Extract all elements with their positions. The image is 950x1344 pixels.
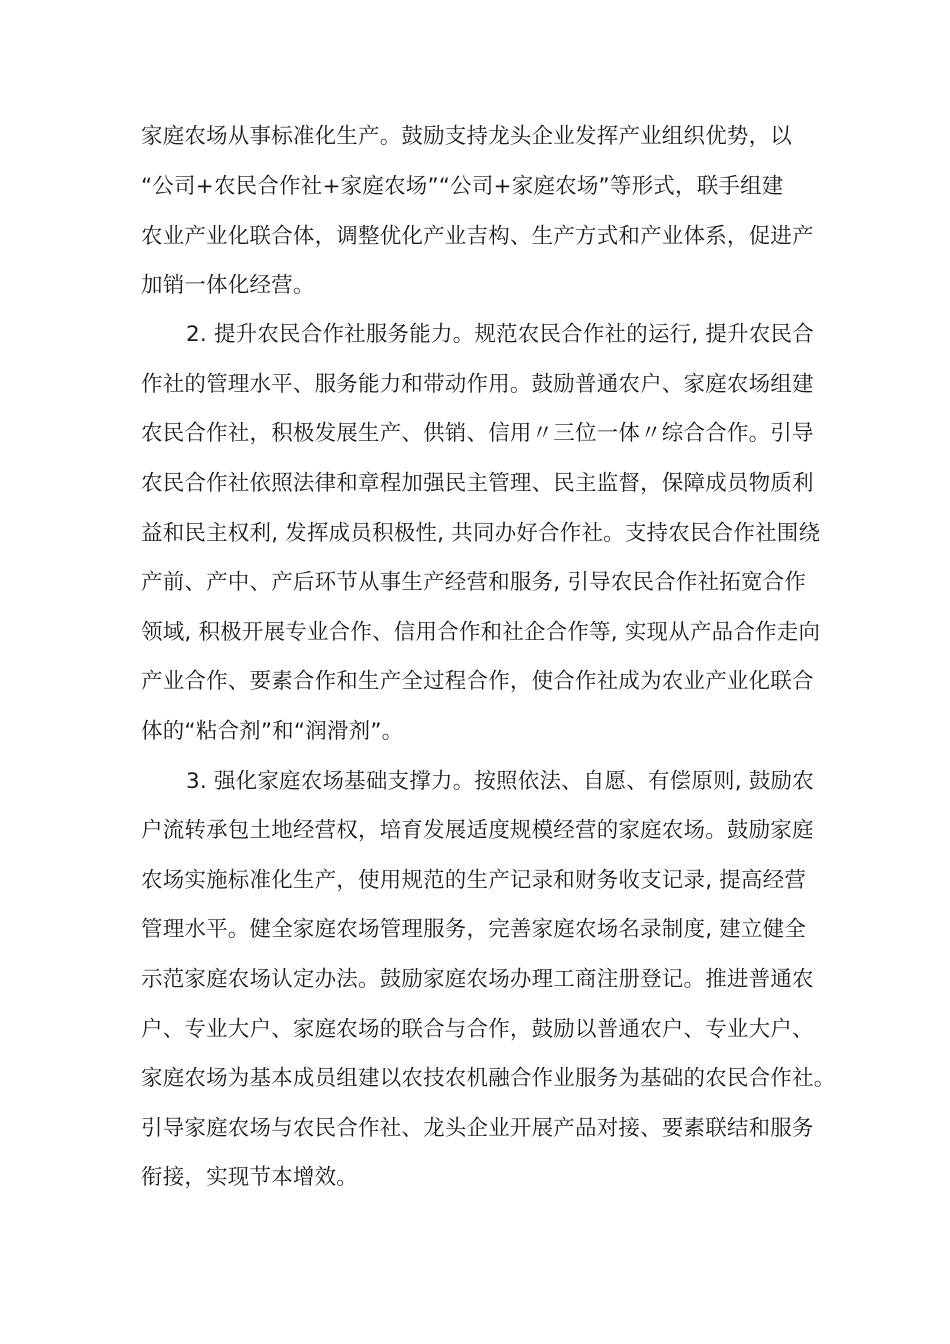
- text-line-13: 体的“粘合剂”和“润滑剂”。: [141, 719, 404, 744]
- text-line-9: 益和民主权利, 发挥成员积极性, 共同办好合作社。支持农民合作社围绕: [141, 521, 821, 546]
- text-line-17: 管理水平。健全家庭农场管理服务，完善家庭农场名录制度, 建立健全: [141, 917, 807, 942]
- text-line-20: 家庭农场为基本成员组建以农技农机融合作业服务为基础的农民合作社。: [141, 1066, 836, 1091]
- paragraph-3-first-line: 3. 强化家庭农场基础支撑力。按照依法、自愿、有偿原则, 鼓励农: [186, 769, 814, 794]
- text-line-7: 农民合作社，积极发展生产、供销、信用〃三位一体〃综合合作。引导: [141, 421, 814, 446]
- text-line-10: 产前、产中、产后环节从事生产经营和服务, 引导农民合作社拓宽合作: [141, 570, 807, 595]
- text-line-16: 农场实施标准化生产，使用规范的生产记录和财务收支记录, 提高经营: [141, 868, 807, 893]
- text-line-1: 家庭农场从事标准化生产。鼓励支持龙头企业发挥产业组织优势，以: [141, 124, 793, 149]
- text-line-4: 加销一体化经营。: [141, 273, 315, 298]
- text-line-11: 领域, 积极开展专业合作、信用合作和社企合作等, 实现从产品合作走向: [141, 620, 821, 645]
- text-line-6: 作社的管理水平、服务能力和带动作用。鼓励普通农户、家庭农场组建: [141, 372, 814, 397]
- text-line-22: 衔接，实现节本增效。: [141, 1165, 359, 1190]
- paragraph-2-first-line: 2. 提升农民合作社服务能力。规范农民合作社的运行, 提升农民合: [186, 322, 814, 347]
- text-line-15: 户流转承包土地经营权，培育发展适度规模经营的家庭农场。鼓励家庭: [141, 818, 814, 843]
- text-line-21: 引导家庭农场与农民合作社、龙头企业开展产品对接、要素联结和服务: [141, 1116, 814, 1141]
- text-line-19: 户、专业大户、家庭农场的联合与合作，鼓励以普通农户、专业大户、: [141, 1017, 814, 1042]
- text-line-2: “公司+农民合作社+家庭农场”“公司+家庭农场”等形式，联手组建: [141, 174, 784, 199]
- text-line-8: 农民合作社依照法律和章程加强民主管理、民主监督，保障成员物质利: [141, 471, 814, 496]
- text-line-3: 农业产业化联合体，调整优化产业吉构、生产方式和产业体系，促进产: [141, 224, 814, 249]
- text-line-12: 产业合作、要素合作和生产全过程合作，使合作社成为农业产业化联合: [141, 669, 814, 694]
- text-line-18: 示范家庭农场认定办法。鼓励家庭农场办理工商注册登记。推进普通农: [141, 967, 814, 992]
